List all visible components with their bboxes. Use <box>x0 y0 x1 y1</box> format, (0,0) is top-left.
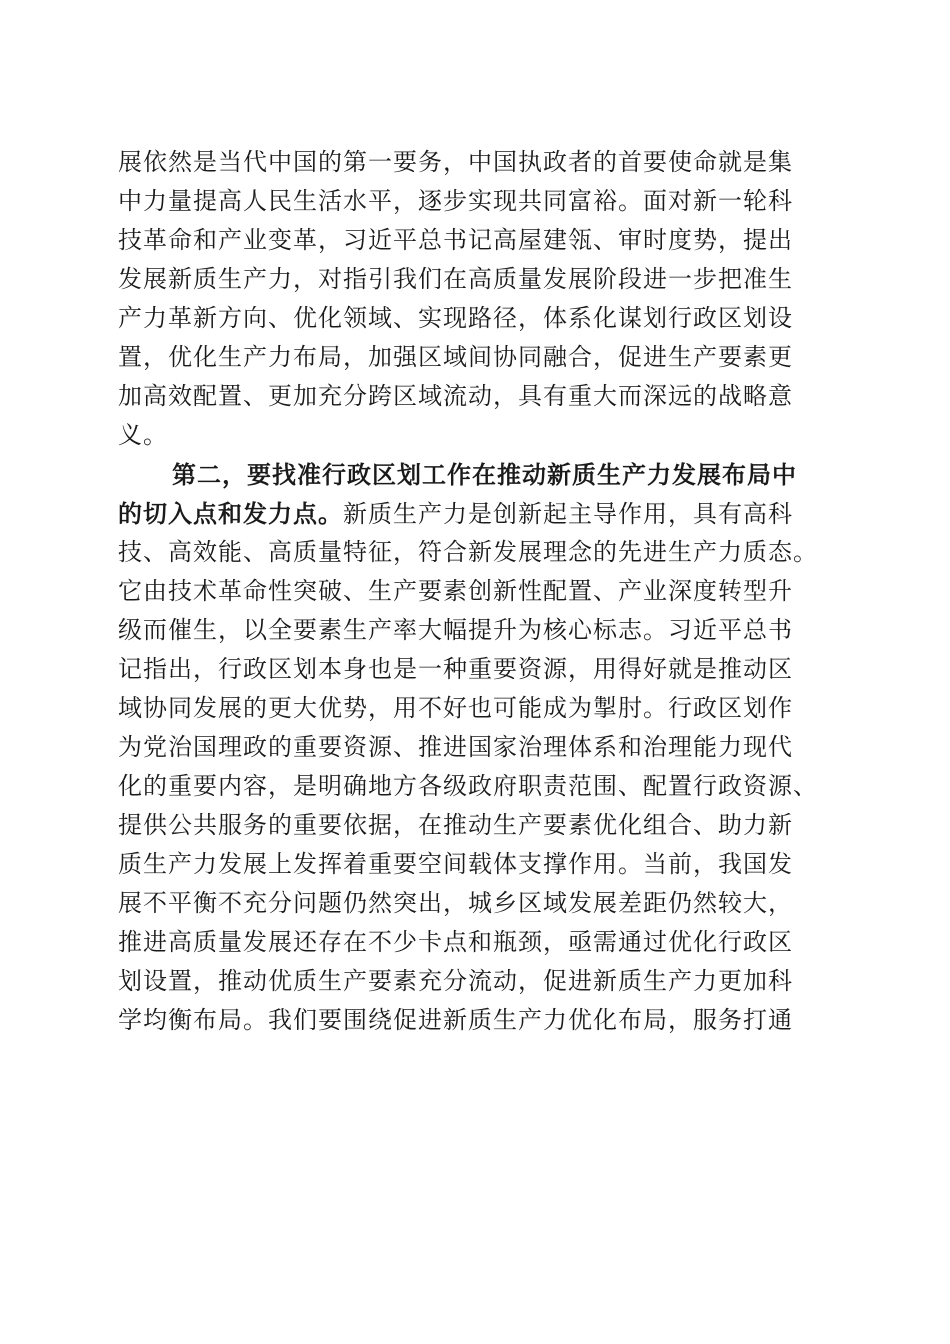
text-line: 义。 <box>118 421 168 449</box>
text-line: 发展新质生产力，对指引我们在高质量发展阶段进一步把准生 <box>118 265 793 293</box>
text-line: 技、高效能、高质量特征，符合新发展理念的先进生产力质态。 <box>118 538 818 566</box>
text-line: 中力量提高人民生活水平，逐步实现共同富裕。面对新一轮科 <box>118 187 793 215</box>
text-line: 化的重要内容，是明确地方各级政府职责范围、配置行政资源、 <box>118 772 818 800</box>
text-line <box>118 494 838 533</box>
text-line: 提供公共服务的重要依据，在推动生产要素优化组合、助力新 <box>118 811 793 839</box>
text-line: 产力革新方向、优化领域、实现路径，体系化谋划行政区划设 <box>118 304 793 332</box>
text-line: 学均衡布局。我们要围绕促进新质生产力优化布局，服务打通 <box>118 1006 793 1034</box>
section-heading-line: 第二，要找准行政区划工作在推动新质生产力发展布局中 <box>172 460 797 489</box>
text-line: 置，优化生产力布局，加强区域间协同融合，促进生产要素更 <box>118 343 793 371</box>
text-line: 它由技术革命性突破、生产要素创新性配置、产业深度转型升 <box>118 577 793 605</box>
text-line-rest: 新质生产力是创新起主导作用，具有高科 <box>343 500 793 528</box>
text-line: 加高效配置、更加充分跨区域流动，具有重大而深远的战略意 <box>118 382 793 410</box>
text-line: 域协同发展的更大优势，用不好也可能成为掣肘。行政区划作 <box>118 694 793 722</box>
paragraph-2 <box>118 455 838 1040</box>
text-line: 级而催生，以全要素生产率大幅提升为核心标志。习近平总书 <box>118 616 793 644</box>
section-heading-tail: 的切入点和发力点。 <box>118 499 343 528</box>
text-line: 推进高质量发展还存在不少卡点和瓶颈，亟需通过优化行政区 <box>118 928 793 956</box>
paragraph-1 <box>118 143 838 455</box>
text-line: 质生产力发展上发挥着重要空间载体支撑作用。当前，我国发 <box>118 850 793 878</box>
text-line: 技革命和产业变革，习近平总书记高屋建瓴、审时度势，提出 <box>118 226 793 254</box>
text-line: 为党治国理政的重要资源、推进国家治理体系和治理能力现代 <box>118 733 793 761</box>
text-line: 展不平衡不充分问题仍然突出，城乡区域发展差距仍然较大， <box>118 889 793 917</box>
text-line: 记指出，行政区划本身也是一种重要资源，用得好就是推动区 <box>118 655 793 683</box>
text-line: 展依然是当代中国的第一要务，中国执政者的首要使命就是集 <box>118 148 793 176</box>
body-text <box>118 143 838 1040</box>
text-line: 划设置，推动优质生产要素充分流动，促进新质生产力更加科 <box>118 967 793 995</box>
